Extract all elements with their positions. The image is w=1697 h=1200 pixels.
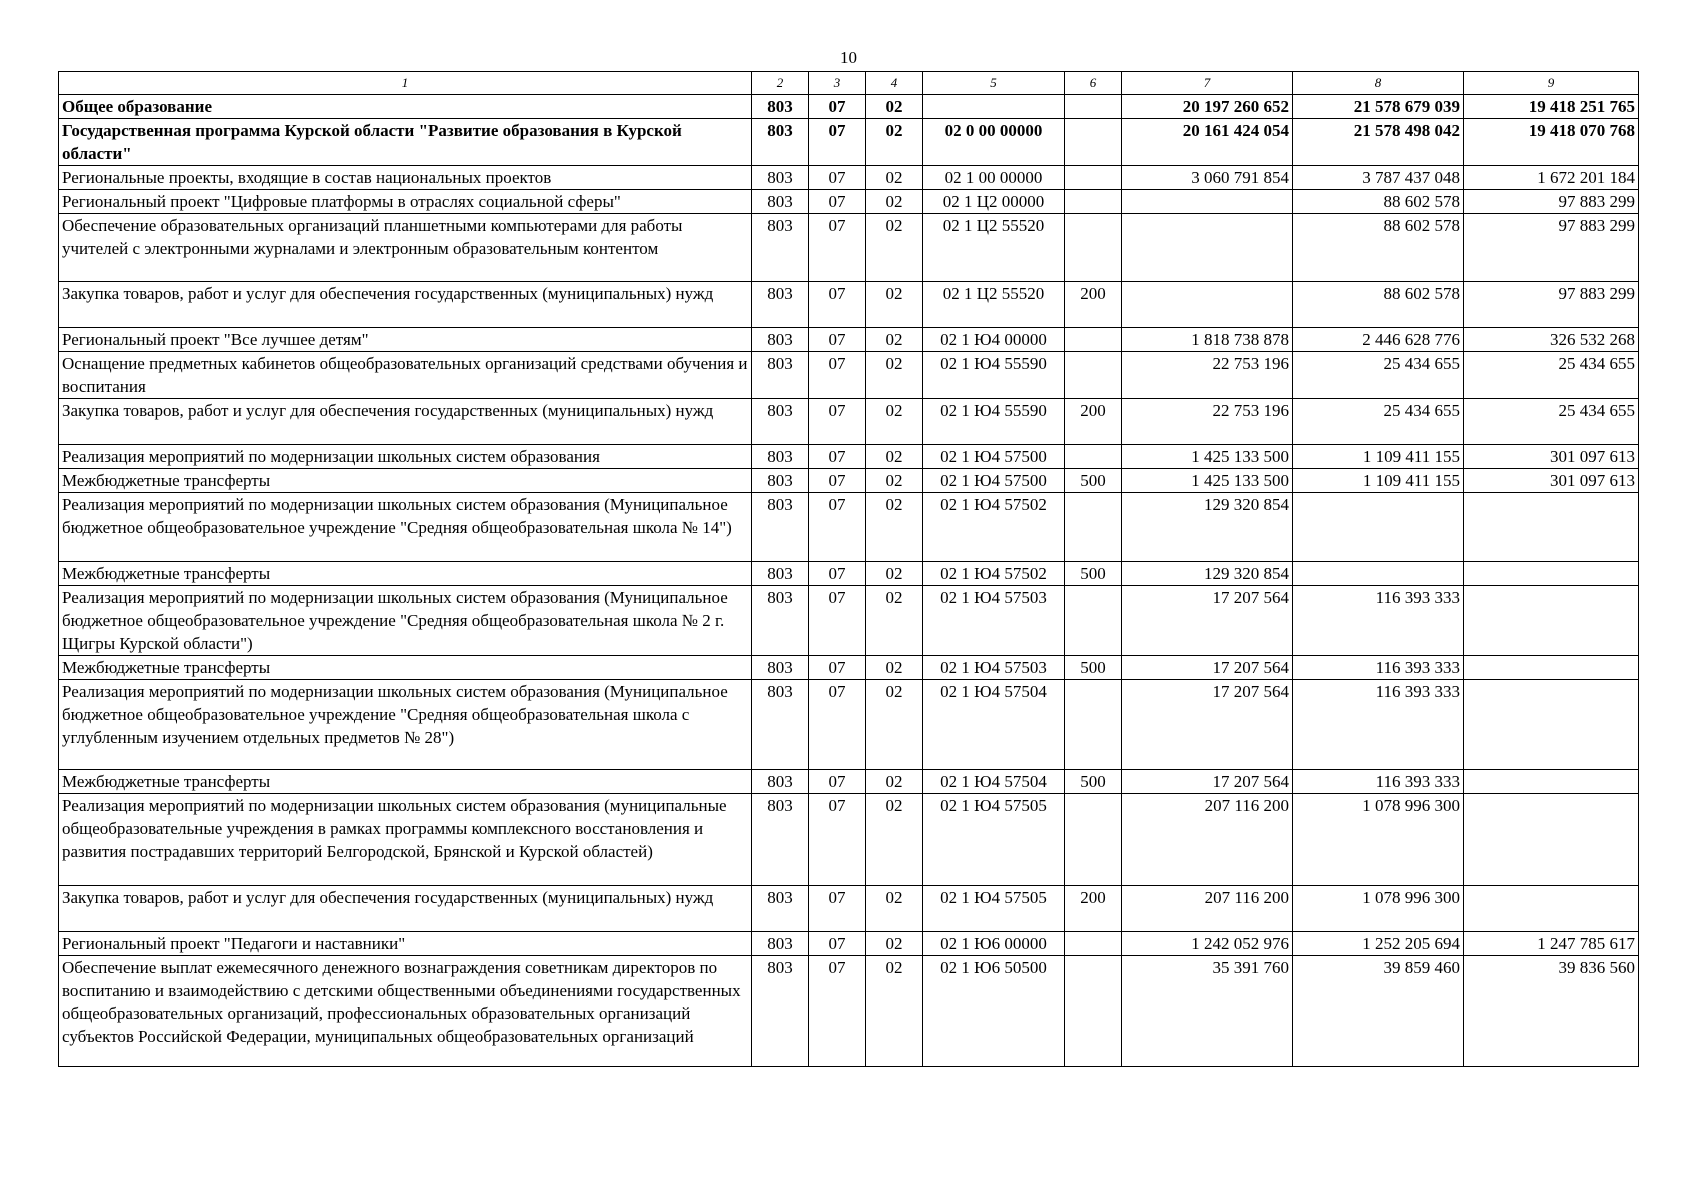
row-amount-8: 21 578 679 039 [1293,95,1464,119]
row-amount-8: 1 109 411 155 [1293,469,1464,493]
row-amount-8 [1293,562,1464,586]
row-code-2: 803 [752,656,809,680]
row-code-4: 02 [866,932,923,956]
table-row [59,166,1639,190]
row-amount-9: 301 097 613 [1464,469,1639,493]
row-code-3: 07 [809,190,866,214]
table-row [59,493,1639,562]
row-code-4: 02 [866,586,923,656]
table-row [59,562,1639,586]
table-body [59,95,1639,1067]
table-row [59,352,1639,399]
row-amount-9 [1464,586,1639,656]
row-name: Межбюджетные трансферты [59,469,752,493]
table-row [59,770,1639,794]
row-amount-7: 129 320 854 [1122,493,1293,562]
row-amount-8: 1 078 996 300 [1293,886,1464,932]
row-amount-9: 19 418 070 768 [1464,119,1639,166]
table-row [59,445,1639,469]
row-amount-7: 17 207 564 [1122,656,1293,680]
row-amount-9 [1464,886,1639,932]
table-row [59,214,1639,282]
row-amount-7: 207 116 200 [1122,886,1293,932]
row-amount-9 [1464,770,1639,794]
row-amount-8: 39 859 460 [1293,956,1464,1067]
row-code-2: 803 [752,469,809,493]
row-name: Региональный проект "Педагоги и наставники" [59,932,752,956]
row-amount-7 [1122,214,1293,282]
row-code-3: 07 [809,562,866,586]
row-amount-8: 116 393 333 [1293,770,1464,794]
row-code-5: 02 1 Ю4 55590 [923,352,1065,399]
row-amount-9: 39 836 560 [1464,956,1639,1067]
row-amount-8: 25 434 655 [1293,399,1464,445]
row-amount-9 [1464,562,1639,586]
row-amount-9: 25 434 655 [1464,399,1639,445]
table-row [59,586,1639,656]
row-name: Реализация мероприятий по модернизации школьных систем образования (Муниципальное бюджетное общеобразовательное учреждение "Средняя общеобразовательная школа № 14") [59,493,752,562]
row-code-4: 02 [866,166,923,190]
row-name: Оснащение предметных кабинетов общеобразовательных организаций средствами обучения и воспитания [59,352,752,399]
row-amount-9 [1464,493,1639,562]
row-code-3: 07 [809,493,866,562]
row-code-3: 07 [809,282,866,328]
row-code-2: 803 [752,680,809,770]
row-name: Реализация мероприятий по модернизации школьных систем образования [59,445,752,469]
row-code-2: 803 [752,282,809,328]
row-code-4: 02 [866,680,923,770]
row-amount-7: 1 242 052 976 [1122,932,1293,956]
row-code-4: 02 [866,469,923,493]
row-code-6: 500 [1065,770,1122,794]
column-number: 8 [1293,72,1464,95]
row-amount-7: 129 320 854 [1122,562,1293,586]
row-code-6 [1065,586,1122,656]
row-amount-8 [1293,493,1464,562]
row-code-5: 02 1 Ц2 55520 [923,214,1065,282]
row-name: Межбюджетные трансферты [59,562,752,586]
row-name: Реализация мероприятий по модернизации школьных систем образования (Муниципальное бюджетное общеобразовательное учреждение "Средняя общеобразовательная школа с углубленным изучением отдельных предметов № 28") [59,680,752,770]
row-amount-7: 20 161 424 054 [1122,119,1293,166]
row-code-3: 07 [809,586,866,656]
row-amount-8: 21 578 498 042 [1293,119,1464,166]
row-name: Закупка товаров, работ и услуг для обеспечения государственных (муниципальных) нужд [59,399,752,445]
row-amount-7: 1 425 133 500 [1122,445,1293,469]
row-code-5: 02 1 Ю4 57502 [923,562,1065,586]
row-code-3: 07 [809,886,866,932]
row-name: Обеспечение образовательных организаций планшетными компьютерами для работы учителей с электронными журналами и электронным образовательным контентом [59,214,752,282]
row-code-3: 07 [809,956,866,1067]
row-code-4: 02 [866,956,923,1067]
row-code-5: 02 1 Ю4 57504 [923,680,1065,770]
row-code-5: 02 1 00 00000 [923,166,1065,190]
row-amount-8: 2 446 628 776 [1293,328,1464,352]
row-code-3: 07 [809,399,866,445]
table-row [59,932,1639,956]
row-code-6 [1065,119,1122,166]
row-amount-8: 1 252 205 694 [1293,932,1464,956]
row-amount-8: 88 602 578 [1293,282,1464,328]
row-amount-9: 1 247 785 617 [1464,932,1639,956]
row-code-2: 803 [752,794,809,886]
row-amount-7: 22 753 196 [1122,352,1293,399]
column-number: 7 [1122,72,1293,95]
row-amount-7: 20 197 260 652 [1122,95,1293,119]
row-code-5: 02 0 00 00000 [923,119,1065,166]
column-number: 9 [1464,72,1639,95]
row-code-2: 803 [752,493,809,562]
row-amount-9 [1464,680,1639,770]
row-code-4: 02 [866,190,923,214]
column-number: 5 [923,72,1065,95]
row-code-6: 500 [1065,656,1122,680]
row-code-2: 803 [752,562,809,586]
row-code-6: 500 [1065,469,1122,493]
row-name: Межбюджетные трансферты [59,656,752,680]
row-code-6 [1065,328,1122,352]
table-row [59,469,1639,493]
row-code-3: 07 [809,445,866,469]
row-code-6 [1065,352,1122,399]
row-code-4: 02 [866,282,923,328]
row-amount-7: 1 818 738 878 [1122,328,1293,352]
column-number: 3 [809,72,866,95]
column-number-header [59,72,1639,95]
row-code-5: 02 1 Ю4 57505 [923,794,1065,886]
row-name: Государственная программа Курской области "Развитие образования в Курской области" [59,119,752,166]
row-amount-8: 88 602 578 [1293,214,1464,282]
row-name: Закупка товаров, работ и услуг для обеспечения государственных (муниципальных) нужд [59,886,752,932]
row-amount-7: 35 391 760 [1122,956,1293,1067]
row-code-4: 02 [866,214,923,282]
row-code-5: 02 1 Ю4 57505 [923,886,1065,932]
row-code-4: 02 [866,562,923,586]
column-number: 1 [59,72,752,95]
page-number: 10 [840,48,857,67]
row-code-2: 803 [752,190,809,214]
row-amount-8: 1 078 996 300 [1293,794,1464,886]
row-code-5: 02 1 Ю4 00000 [923,328,1065,352]
row-code-4: 02 [866,794,923,886]
row-code-2: 803 [752,95,809,119]
row-code-5: 02 1 Ю4 57500 [923,445,1065,469]
row-code-6 [1065,932,1122,956]
row-code-6: 200 [1065,886,1122,932]
row-code-3: 07 [809,680,866,770]
row-code-5: 02 1 Ю4 57503 [923,656,1065,680]
row-code-5: 02 1 Ц2 55520 [923,282,1065,328]
row-name: Закупка товаров, работ и услуг для обеспечения государственных (муниципальных) нужд [59,282,752,328]
row-code-2: 803 [752,956,809,1067]
row-code-3: 07 [809,469,866,493]
row-amount-7 [1122,190,1293,214]
row-code-2: 803 [752,445,809,469]
row-name: Реализация мероприятий по модернизации школьных систем образования (муниципальные общеобразовательные учреждения в рамках программы комплексного восстановления и развития пострадавших территорий Белгородской, Брянской и Курской областей) [59,794,752,886]
row-code-5: 02 1 Ю6 50500 [923,956,1065,1067]
table-row [59,956,1639,1067]
row-amount-9: 97 883 299 [1464,282,1639,328]
row-code-4: 02 [866,493,923,562]
row-code-6 [1065,680,1122,770]
row-code-6 [1065,190,1122,214]
row-code-2: 803 [752,352,809,399]
row-code-3: 07 [809,932,866,956]
row-code-3: 07 [809,95,866,119]
row-amount-8: 25 434 655 [1293,352,1464,399]
column-number: 6 [1065,72,1122,95]
row-code-6: 200 [1065,282,1122,328]
row-code-5: 02 1 Ю4 57504 [923,770,1065,794]
row-amount-9: 19 418 251 765 [1464,95,1639,119]
budget-table [58,71,1639,1067]
table-row [59,282,1639,328]
table-row [59,328,1639,352]
row-code-5: 02 1 Ю4 57502 [923,493,1065,562]
row-code-2: 803 [752,932,809,956]
row-code-5: 02 1 Ю4 55590 [923,399,1065,445]
row-amount-8: 3 787 437 048 [1293,166,1464,190]
row-code-3: 07 [809,656,866,680]
row-amount-7: 1 425 133 500 [1122,469,1293,493]
row-amount-7: 3 060 791 854 [1122,166,1293,190]
table-row [59,794,1639,886]
row-amount-8: 116 393 333 [1293,656,1464,680]
row-code-3: 07 [809,794,866,886]
row-amount-9: 25 434 655 [1464,352,1639,399]
row-amount-7: 17 207 564 [1122,680,1293,770]
row-amount-7: 17 207 564 [1122,770,1293,794]
row-code-5: 02 1 Ю6 00000 [923,932,1065,956]
row-amount-9: 1 672 201 184 [1464,166,1639,190]
row-code-3: 07 [809,214,866,282]
row-code-6 [1065,794,1122,886]
row-code-6 [1065,445,1122,469]
row-name: Реализация мероприятий по модернизации школьных систем образования (Муниципальное бюджетное общеобразовательное учреждение "Средняя общеобразовательная школа № 2 г. Щигры Курской области") [59,586,752,656]
row-code-2: 803 [752,328,809,352]
row-code-4: 02 [866,399,923,445]
row-amount-7 [1122,282,1293,328]
row-amount-9: 97 883 299 [1464,214,1639,282]
row-code-4: 02 [866,656,923,680]
row-name: Региональный проект "Цифровые платформы в отраслях социальной сферы" [59,190,752,214]
row-code-2: 803 [752,886,809,932]
row-code-6 [1065,95,1122,119]
row-code-5: 02 1 Ю4 57500 [923,469,1065,493]
row-code-2: 803 [752,399,809,445]
row-code-4: 02 [866,328,923,352]
row-code-3: 07 [809,352,866,399]
row-code-5 [923,95,1065,119]
row-code-2: 803 [752,586,809,656]
row-amount-9 [1464,656,1639,680]
row-code-3: 07 [809,770,866,794]
row-name: Региональный проект "Все лучшее детям" [59,328,752,352]
row-code-6 [1065,493,1122,562]
row-code-5: 02 1 Ю4 57503 [923,586,1065,656]
table-row [59,190,1639,214]
row-name: Региональные проекты, входящие в состав национальных проектов [59,166,752,190]
row-code-4: 02 [866,886,923,932]
column-number: 4 [866,72,923,95]
table-row [59,119,1639,166]
row-name: Межбюджетные трансферты [59,770,752,794]
row-code-2: 803 [752,214,809,282]
row-code-4: 02 [866,95,923,119]
row-amount-8: 1 109 411 155 [1293,445,1464,469]
table-row [59,399,1639,445]
row-code-4: 02 [866,352,923,399]
row-code-5: 02 1 Ц2 00000 [923,190,1065,214]
table-row [59,95,1639,119]
row-amount-9: 326 532 268 [1464,328,1639,352]
row-code-6 [1065,956,1122,1067]
row-amount-9: 97 883 299 [1464,190,1639,214]
row-code-3: 07 [809,328,866,352]
row-amount-7: 207 116 200 [1122,794,1293,886]
row-code-2: 803 [752,770,809,794]
row-code-4: 02 [866,770,923,794]
row-amount-7: 22 753 196 [1122,399,1293,445]
row-code-2: 803 [752,119,809,166]
row-code-3: 07 [809,119,866,166]
row-amount-8: 88 602 578 [1293,190,1464,214]
row-amount-9 [1464,794,1639,886]
row-code-6 [1065,214,1122,282]
row-amount-7: 17 207 564 [1122,586,1293,656]
row-amount-8: 116 393 333 [1293,586,1464,656]
row-code-6 [1065,166,1122,190]
table-row [59,886,1639,932]
row-amount-9: 301 097 613 [1464,445,1639,469]
row-name: Общее образование [59,95,752,119]
row-name: Обеспечение выплат ежемесячного денежного вознаграждения советникам директоров по воспитанию и взаимодействию с детскими общественными объединениями государственных общеобразовательных организаций, профессиональных образовательных организаций субъектов Российской Федерации, муниципальных общеобразовательных организаций [59,956,752,1067]
row-code-3: 07 [809,166,866,190]
row-code-4: 02 [866,119,923,166]
row-code-2: 803 [752,166,809,190]
column-number: 2 [752,72,809,95]
row-code-6: 500 [1065,562,1122,586]
table-row [59,656,1639,680]
table-row [59,680,1639,770]
row-code-6: 200 [1065,399,1122,445]
row-code-4: 02 [866,445,923,469]
row-amount-8: 116 393 333 [1293,680,1464,770]
